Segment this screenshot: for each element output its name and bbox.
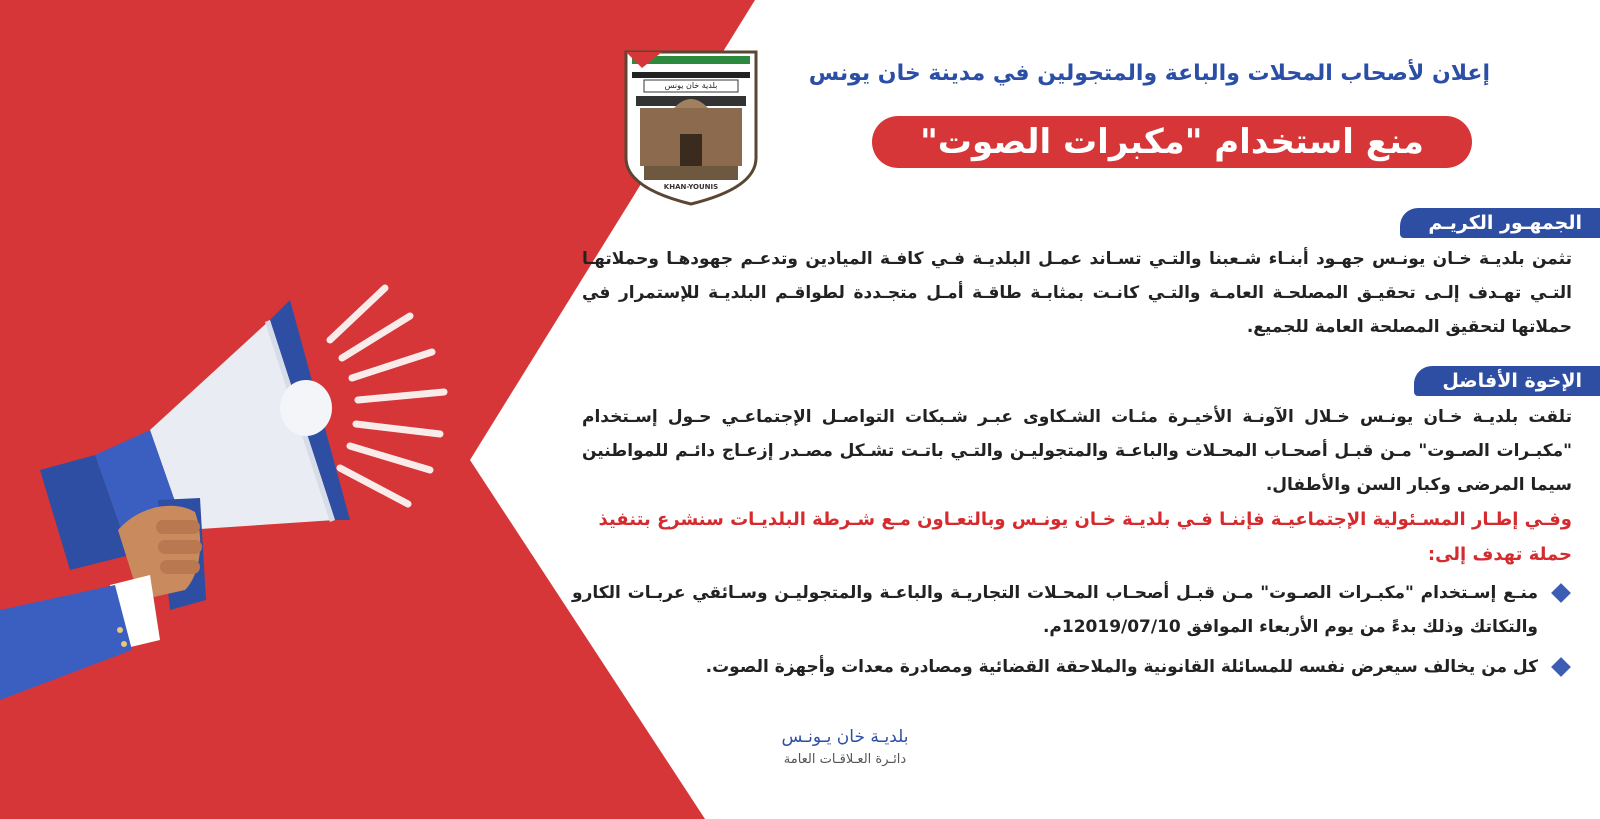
diamond-bullet-icon (1551, 657, 1571, 677)
list-item-text: كل من يخالف سيعرض نفسه للمسائلة القانونية والملاحقة القضائية ومصادرة معدات وأجهزة الصوت. (705, 657, 1538, 677)
diamond-bullet-icon (1551, 583, 1571, 603)
logo-top-text: بلدية خان يونس (664, 81, 718, 90)
signature-line1: بلديـة خان يـونـس (781, 727, 909, 747)
list-item-text: منـع إسـتخدام "مكبـرات الصـوت" مـن قبـل أصحـاب المحـلات التجاريـة والباعـة والمتجوليـن وسـائقي عربـات الكارو والتكاتك وذلك بدءً من يوم الأربعاء الموافق 12019/07/10م. (572, 583, 1538, 637)
campaign-intro: وفـي إطـار المسـئولية الإجتماعيـة فإننـا فـي بلديـة خـان يونـس وبالتعـاون مـع شـرطة البلديـات سنشرع بتنفيذ حملة تهدف إلى: (598, 509, 1572, 565)
section1-body: تثمن بلديـة خـان يونـس جهـود أبنـاء شـعبنا والتـي تسـاند عمـل البلديـة فـي كافـة الميادين وتدعـم جهودهـا وحملاتهـا التـي تهـدف إلـى تحقيـق المصلحـة العامـة والتـي كانـت بمثابـة طاقـة أمـل متجـددة لطواقـم البلديـة للإستمرار في حملاتها لتحقيق المصلحة العامة للجميع. (582, 249, 1572, 337)
section-tab-public: الجمهـور الكريـم (1400, 208, 1600, 238)
signature-line2: دائـرة العـلاقـات العامة (783, 752, 907, 767)
campaign-bullet-list (572, 576, 1572, 690)
headline: إعلان لأصحاب المحلات والباعة والمتجولين في مدينة خان يونس (808, 61, 1490, 86)
list-item (572, 650, 1572, 684)
banner-title: منع استخدام "مكبرات الصوت" (872, 116, 1472, 168)
signature (760, 724, 930, 770)
section2-body: تلقت بلديـة خـان يونـس خـلال الآونـة الأخيـرة مئـات الشـكاوى عبـر شـبكات التواصـل الإجتماعـي حـول إسـتخدام "مكبـرات الصـوت" مـن قبـل أصحـاب المحـلات والباعـة والمتجوليـن والتـي باتـت تشـكل مصـدر إزعـاج دائـم للمواطنين سيما المرضى وكبار السن والأطفال. (582, 407, 1572, 495)
section-tab-brothers: الإخوة الأفاضل (1414, 366, 1600, 396)
list-item (572, 576, 1572, 644)
logo-bottom-text: KHAN-YOUNIS (663, 183, 719, 191)
